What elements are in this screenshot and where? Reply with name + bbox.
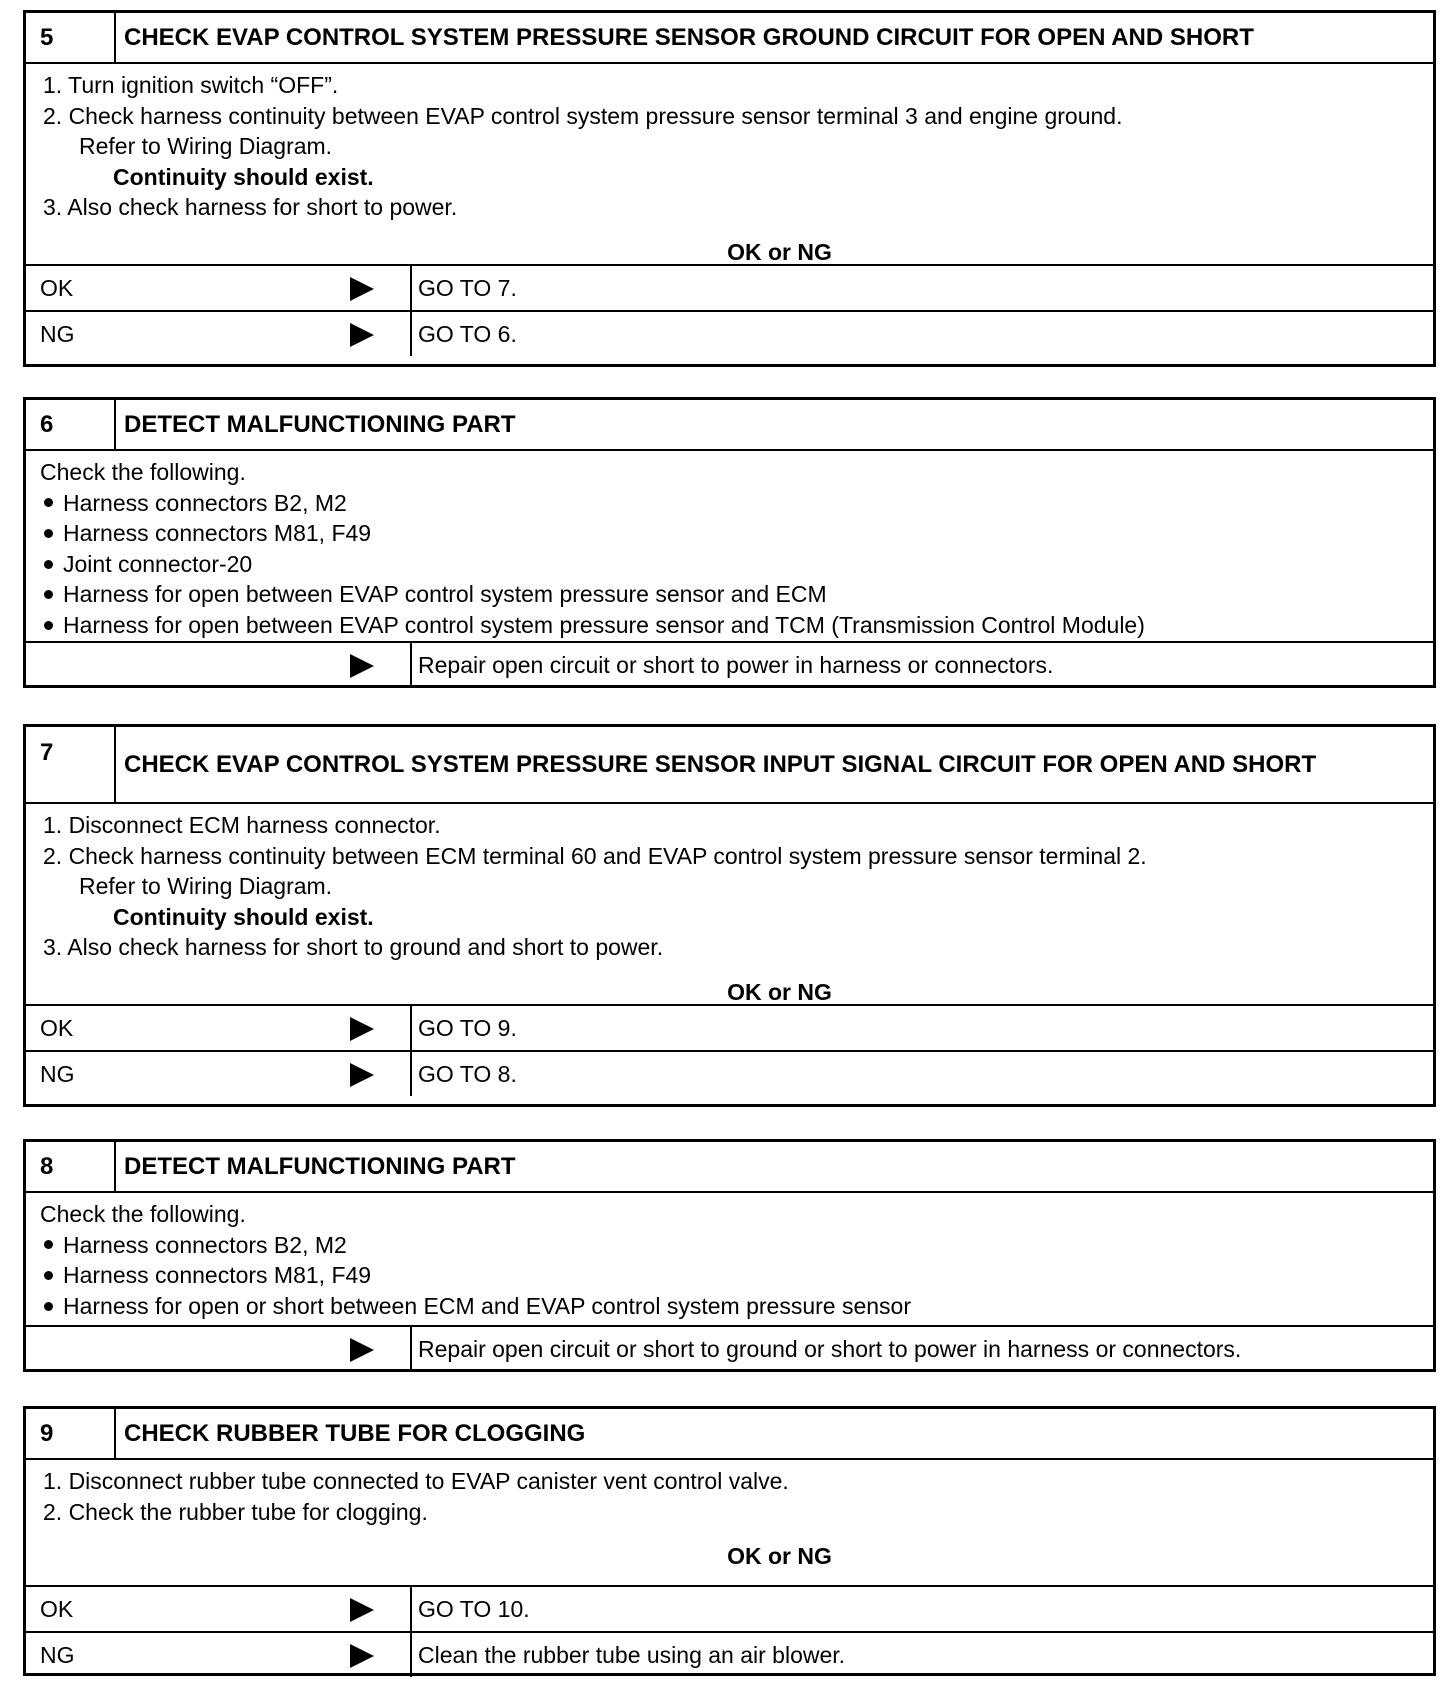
result-row bbox=[26, 641, 1433, 687]
bullet-icon bbox=[44, 560, 53, 569]
list-item: Harness for open between EVAP control system pressure sensor and ECM bbox=[26, 579, 1433, 610]
instruction-line: 1. Disconnect rubber tube connected to EVAP canister vent control valve. bbox=[43, 1468, 789, 1494]
bullet-icon bbox=[44, 529, 53, 538]
instruction-line: 2. Check the rubber tube for clogging. bbox=[43, 1498, 428, 1525]
result-label: NG bbox=[40, 1641, 75, 1668]
instruction-line: Check the following. bbox=[40, 1201, 246, 1227]
result-action: Repair open circuit or short to ground or short to power in harness or connectors. bbox=[418, 1335, 1242, 1362]
result-label: OK bbox=[40, 1595, 74, 1622]
arrow-right-icon bbox=[350, 323, 374, 347]
result-row bbox=[26, 1325, 1433, 1371]
result-row bbox=[26, 1631, 1433, 1677]
instruction-line: 2. Check harness continuity between ECM terminal 60 and EVAP control system pressure sensor terminal 2. bbox=[43, 842, 1147, 869]
step-8 bbox=[23, 1139, 1436, 1372]
arrow-right-icon bbox=[350, 277, 374, 301]
step-number: 6 bbox=[26, 400, 116, 449]
arrow-right-icon bbox=[350, 654, 374, 678]
result-label: OK bbox=[40, 1014, 74, 1041]
step-number: 8 bbox=[26, 1142, 116, 1191]
list-item: Harness for open between EVAP control system pressure sensor and TCM (Transmission Control Module) bbox=[26, 610, 1433, 641]
arrow-right-icon bbox=[350, 1598, 374, 1622]
instruction-line: 1. Turn ignition switch “OFF”. bbox=[43, 72, 339, 98]
instruction-spec: Continuity should exist. bbox=[113, 163, 374, 190]
step-9 bbox=[23, 1406, 1436, 1676]
list-item: Harness for open or short between ECM and EVAP control system pressure sensor bbox=[26, 1291, 1433, 1322]
result-action: Clean the rubber tube using an air blower. bbox=[418, 1641, 846, 1668]
ok-or-ng-label: OK or NG bbox=[727, 978, 832, 1005]
list-item: Harness connectors B2, M2 bbox=[26, 488, 1433, 519]
bullet-icon bbox=[44, 498, 53, 507]
instruction-line: 3. Also check harness for short to ground and short to power. bbox=[43, 934, 664, 961]
arrow-right-icon bbox=[350, 1338, 374, 1362]
arrow-right-icon bbox=[350, 1063, 374, 1087]
result-row bbox=[26, 310, 1433, 356]
result-row bbox=[26, 1004, 1433, 1050]
result-label: OK bbox=[40, 274, 74, 301]
arrow-right-icon bbox=[350, 1017, 374, 1041]
instruction-line: Refer to Wiring Diagram. bbox=[79, 873, 333, 900]
result-action: GO TO 8. bbox=[418, 1060, 517, 1087]
bullet-icon bbox=[44, 1302, 53, 1311]
step-title: CHECK RUBBER TUBE FOR CLOGGING bbox=[124, 1420, 586, 1447]
result-action: GO TO 7. bbox=[418, 274, 517, 301]
result-row bbox=[26, 264, 1433, 310]
list-item: Harness connectors B2, M2 bbox=[26, 1230, 1433, 1261]
step-title: CHECK EVAP CONTROL SYSTEM PRESSURE SENSOR GROUND CIRCUIT FOR OPEN AND SHORT bbox=[124, 24, 1254, 51]
result-label: NG bbox=[40, 320, 75, 347]
list-item: Harness connectors M81, F49 bbox=[26, 518, 1433, 549]
instruction-line: Refer to Wiring Diagram. bbox=[79, 133, 333, 160]
step-number: 7 bbox=[26, 727, 116, 802]
bullet-icon bbox=[44, 590, 53, 599]
step-5 bbox=[23, 10, 1436, 367]
step-title: DETECT MALFUNCTIONING PART bbox=[124, 411, 516, 438]
step-number: 5 bbox=[26, 13, 116, 62]
step-7 bbox=[23, 724, 1436, 1107]
list-item: Joint connector-20 bbox=[26, 549, 1433, 580]
result-action: GO TO 10. bbox=[418, 1595, 530, 1622]
step-6 bbox=[23, 397, 1436, 688]
ok-or-ng-label: OK or NG bbox=[727, 1543, 832, 1570]
ok-or-ng-label: OK or NG bbox=[727, 238, 832, 265]
bullet-icon bbox=[44, 621, 53, 630]
arrow-right-icon bbox=[350, 1644, 374, 1668]
bullet-icon bbox=[44, 1271, 53, 1280]
result-action: Repair open circuit or short to power in harness or connectors. bbox=[418, 651, 1054, 678]
result-row bbox=[26, 1050, 1433, 1096]
instruction-spec: Continuity should exist. bbox=[113, 903, 374, 930]
step-title: CHECK EVAP CONTROL SYSTEM PRESSURE SENSOR INPUT SIGNAL CIRCUIT FOR OPEN AND SHORT bbox=[124, 751, 1317, 778]
instruction-line: 3. Also check harness for short to power. bbox=[43, 194, 458, 221]
result-label: NG bbox=[40, 1060, 75, 1087]
step-title: DETECT MALFUNCTIONING PART bbox=[124, 1153, 516, 1180]
list-item: Harness connectors M81, F49 bbox=[26, 1260, 1433, 1291]
instruction-line: Check the following. bbox=[40, 459, 246, 485]
result-row bbox=[26, 1585, 1433, 1631]
result-action: GO TO 9. bbox=[418, 1014, 517, 1041]
result-action: GO TO 6. bbox=[418, 320, 517, 347]
instruction-line: 2. Check harness continuity between EVAP control system pressure sensor terminal 3 and engine ground. bbox=[43, 102, 1123, 129]
step-number: 9 bbox=[26, 1409, 116, 1458]
instruction-line: 1. Disconnect ECM harness connector. bbox=[43, 812, 441, 838]
bullet-icon bbox=[44, 1240, 53, 1249]
